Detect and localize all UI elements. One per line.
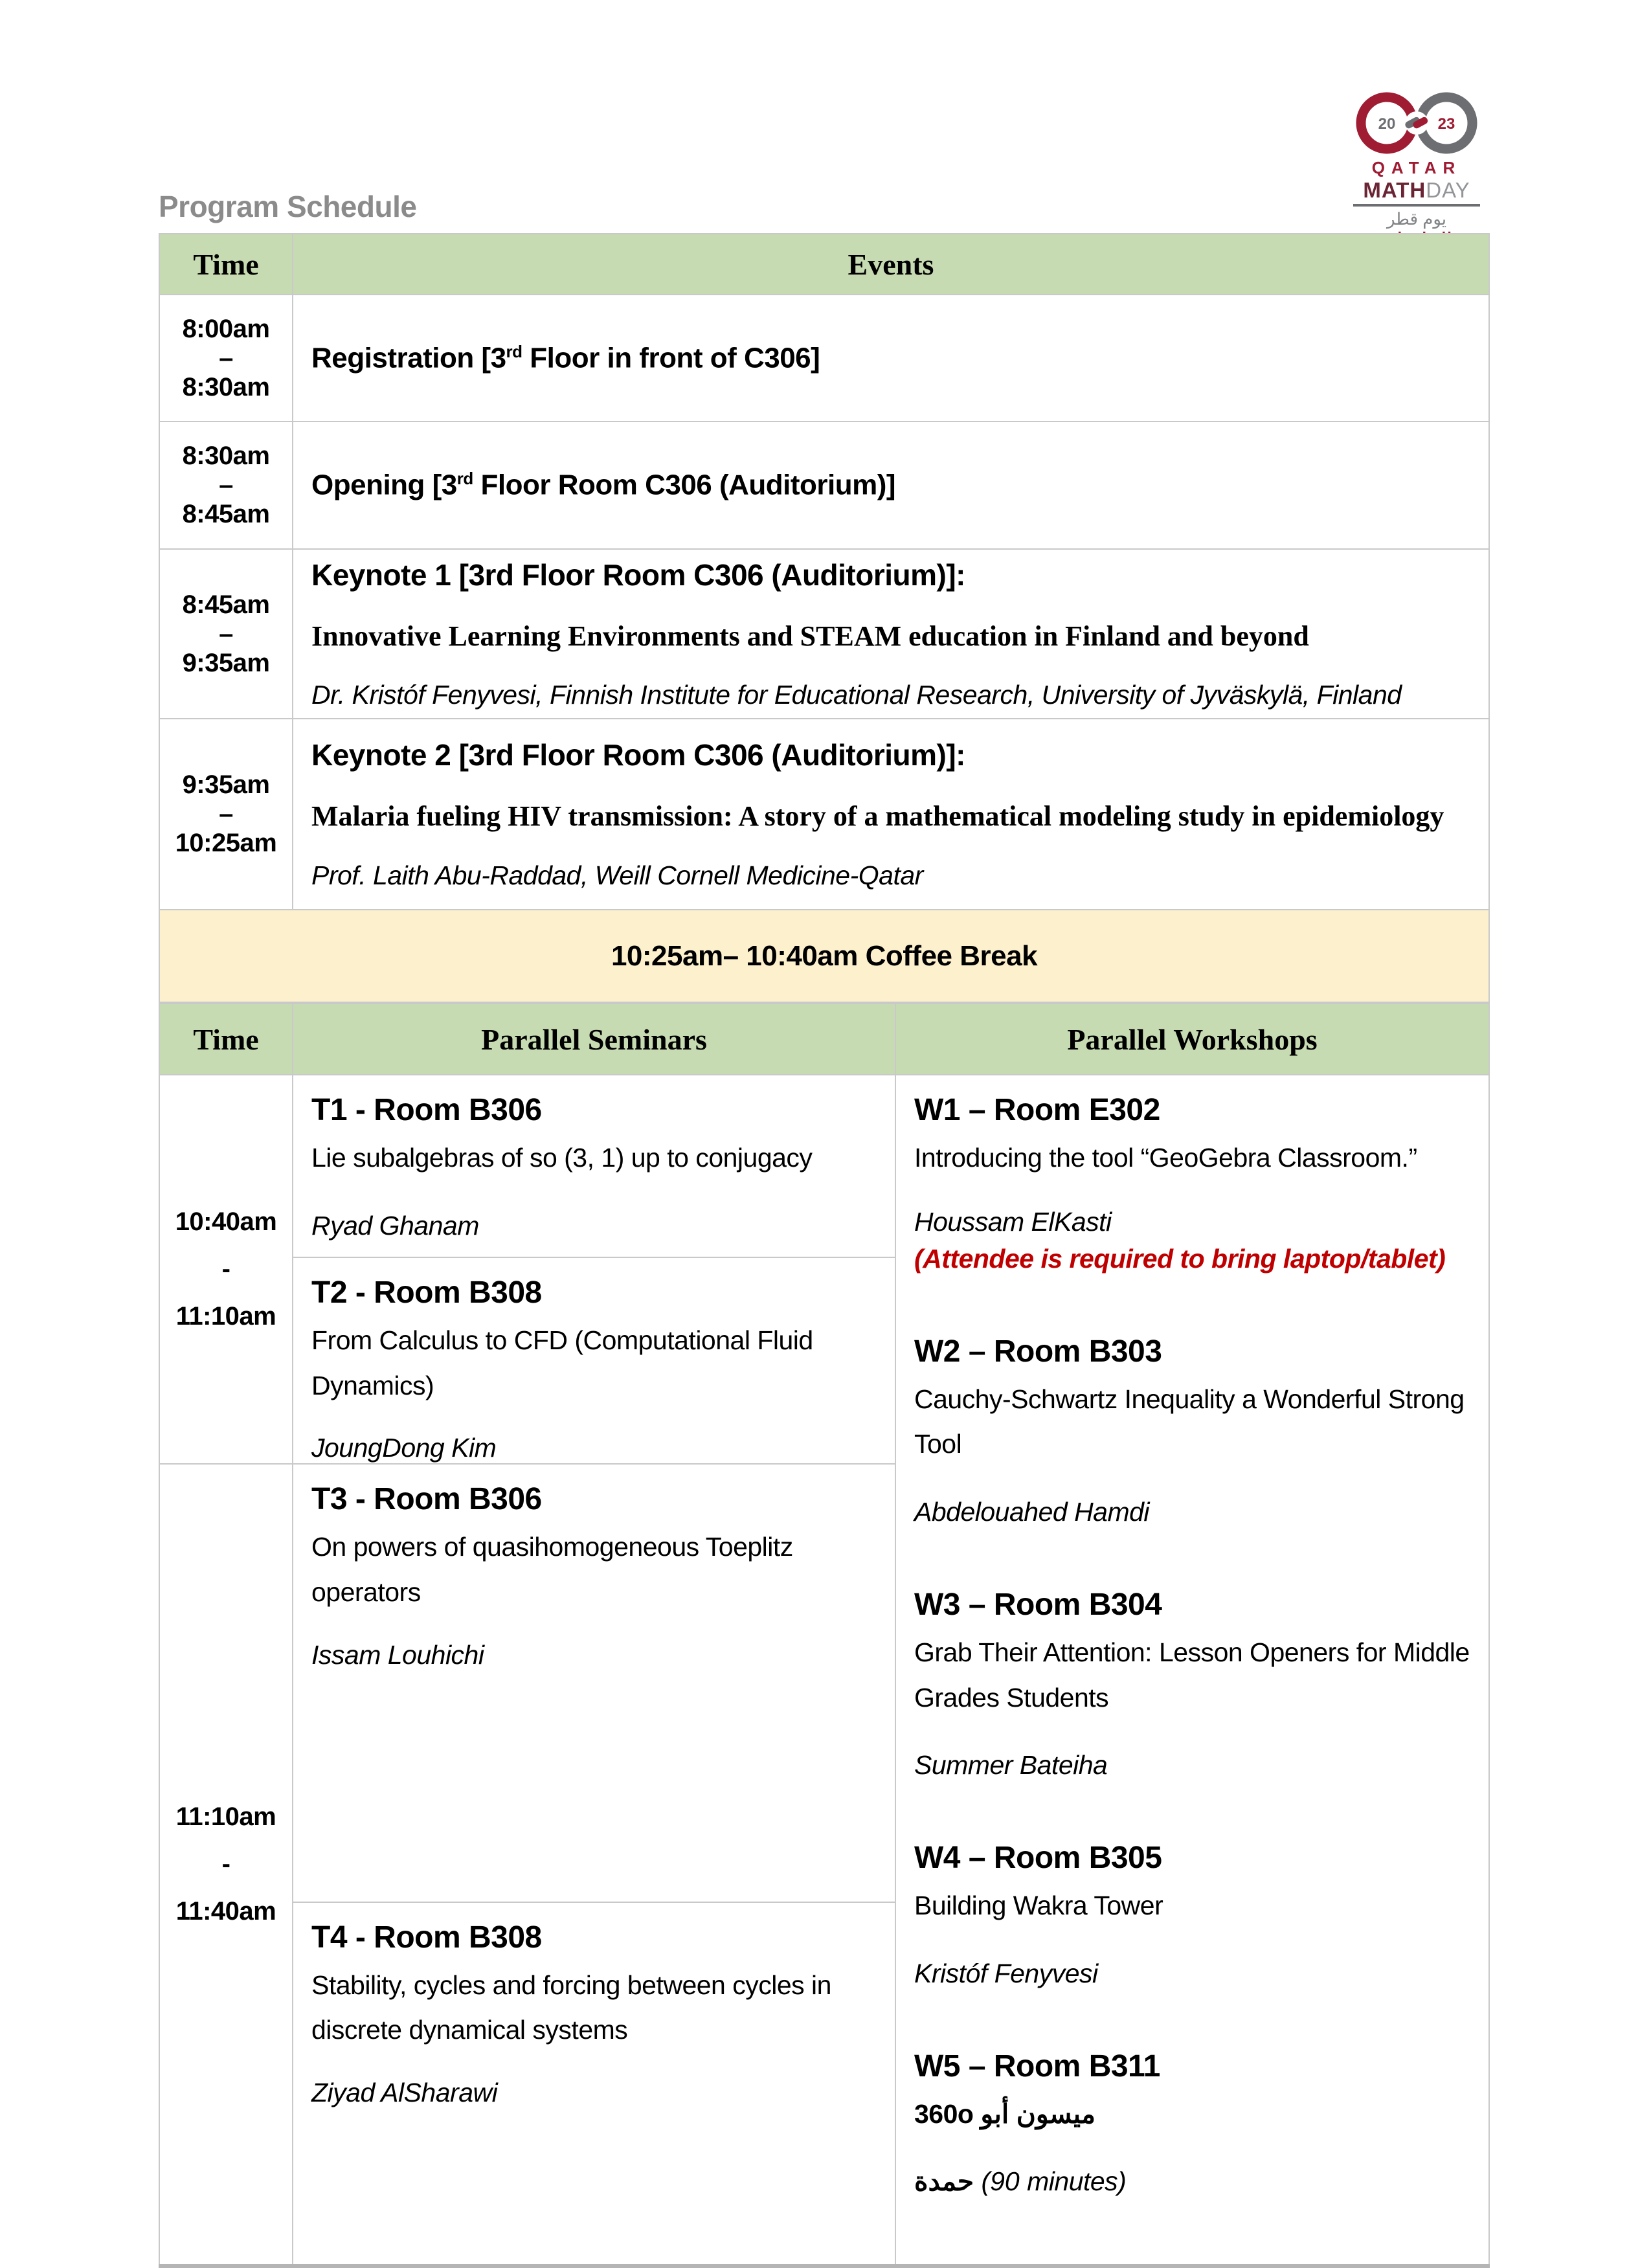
keynote1-speaker: Dr. Kristóf Fenyvesi, Finnish Institute for Educational Research, University of Jyväskylä, Finland: [311, 680, 1402, 710]
workshop-w3: [914, 1587, 1472, 1780]
seminar-t3-room: T3 - Room B306: [311, 1482, 542, 1517]
workshop-w5-duration: (90 minutes): [981, 2166, 1127, 2196]
table-row: [159, 549, 1489, 719]
seminar-t2-title: From Calculus to CFD (Computational Fluid Dynamics): [311, 1325, 813, 1400]
seminar-t3-title: On powers of quasihomogeneous Toeplitz operators: [311, 1532, 793, 1608]
workshop-w2-room: W2 – Room B303: [914, 1334, 1162, 1369]
keynote1-heading: Keynote 1 [3rd Floor Room C306 (Auditorium)]:: [311, 557, 965, 592]
seminar-t4-title: Stability, cycles and forcing between cycles in discrete dynamical systems: [311, 1970, 831, 2045]
logo-qatar-text: QATAR: [1371, 158, 1462, 177]
seminar-t1-room: T1 - Room B306: [311, 1093, 542, 1127]
workshop-w2-speaker: Abdelouahed Hamdi: [914, 1497, 1150, 1527]
workshop-w1-room: W1 – Room E302: [914, 1093, 1160, 1127]
event-opening: Opening [3rd Floor Room C306 (Auditorium)]: [293, 421, 1489, 549]
seminar-t3-speaker: Issam Louhichi: [311, 1639, 484, 1670]
table-row: [159, 719, 1489, 910]
keynote2-speaker: Prof. Laith Abu-Raddad, Weill Cornell Medicine-Qatar: [311, 860, 923, 890]
seminar-t4: [293, 1902, 895, 2266]
logo-year-right: 23: [1437, 115, 1455, 133]
logo-math-word: MATH: [1363, 178, 1426, 202]
seminar-t3: [293, 1464, 895, 1902]
event-keynote1: [293, 549, 1489, 719]
logo-day-word: DAY: [1426, 178, 1470, 202]
seminar-t4-room: T4 - Room B308: [311, 1920, 542, 1955]
time-slot-1110-1140: 11:10am - 11:40am: [159, 1464, 293, 2265]
logo-arabic-text: يوم قطر: [1386, 209, 1447, 229]
event-keynote2: [293, 719, 1489, 910]
seminar-t4-speaker: Ziyad AlSharawi: [311, 2077, 498, 2107]
workshop-w3-speaker: Summer Bateiha: [914, 1750, 1108, 1780]
table-row: [159, 910, 1489, 1002]
workshop-w5-room: W5 – Room B311: [914, 2049, 1160, 2084]
table-row: [159, 1075, 1489, 1257]
table-row: [159, 421, 1489, 549]
sessions-header-seminars: Parallel Seminars: [293, 1004, 895, 1075]
workshop-w4: [914, 1840, 1472, 1989]
sessions-header-workshops: Parallel Workshops: [895, 1004, 1489, 1075]
keynote2-title: Malaria fueling HIV transmission: A story of a mathematical modeling study in epidemiology: [311, 800, 1444, 833]
seminar-t1: [293, 1075, 895, 1257]
workshop-w4-room: W4 – Room B305: [914, 1841, 1162, 1876]
seminar-t1-speaker: Ryad Ghanam: [311, 1210, 479, 1241]
seminar-t2: [293, 1257, 895, 1464]
sessions-header-time: Time: [159, 1004, 293, 1075]
event-registration: Registration [3rd Floor in front of C306]: [293, 295, 1489, 421]
time-slot-opening: 8:30am – 8:45am: [159, 421, 293, 549]
workshop-w1-speaker: Houssam ElKasti: [914, 1206, 1112, 1237]
events-table-header-time: Time: [159, 234, 293, 295]
workshop-w5: [914, 2049, 1472, 2204]
workshops-cell: [895, 1075, 1489, 2266]
workshop-w4-title: Building Wakra Tower: [914, 1891, 1163, 1921]
workshop-w1-title: Introducing the tool “GeoGebra Classroom.”: [914, 1143, 1417, 1173]
coffee-break-banner: 10:25am– 10:40am Coffee Break: [159, 910, 1489, 1002]
keynote1-title: Innovative Learning Environments and STEAM education in Finland and beyond: [311, 620, 1309, 652]
infinity-handshake-icon: [1353, 91, 1480, 155]
seminar-t2-room: T2 - Room B308: [311, 1275, 542, 1310]
workshop-w1-note: (Attendee is required to bring laptop/tablet): [914, 1243, 1446, 1274]
time-slot-registration: 8:00am – 8:30am: [159, 295, 293, 421]
workshop-w2: [914, 1334, 1472, 1527]
logo-year-left: 20: [1378, 115, 1396, 133]
events-table-header-events: Events: [293, 234, 1489, 295]
workshop-w4-speaker: Kristóf Fenyvesi: [914, 1959, 1098, 1989]
keynote2-heading: Keynote 2 [3rd Floor Room C306 (Auditorium)]:: [311, 738, 965, 772]
parallel-sessions-table: [159, 1003, 1490, 2268]
events-table: [159, 233, 1490, 1003]
workshop-w1: [914, 1092, 1472, 1274]
seminar-t2-speaker: JoungDong Kim: [311, 1433, 497, 1463]
time-slot-keynote1: 8:45am – 9:35am: [159, 549, 293, 719]
workshop-w3-title: Grab Their Attention: Lesson Openers for Middle Grades Students: [914, 1637, 1470, 1712]
seminar-t1-title: Lie subalgebras of so (3, 1) up to conjugacy: [311, 1143, 813, 1173]
workshop-w3-room: W3 – Room B304: [914, 1588, 1162, 1622]
document-content: [159, 189, 1490, 2268]
workshop-w5-title: 360o ميسون أبو: [914, 2099, 1095, 2129]
workshop-w5-speaker-duration: حمدة (90 minutes): [914, 2166, 1127, 2196]
time-slot-keynote2: 9:35am – 10:25am: [159, 719, 293, 910]
workshop-w2-title: Cauchy-Schwartz Inequality a Wonderful Strong Tool: [914, 1384, 1465, 1459]
page-title: Program Schedule: [159, 190, 417, 223]
time-slot-1040-1110: 10:40am - 11:10am: [159, 1075, 293, 1464]
table-row: [159, 295, 1489, 421]
